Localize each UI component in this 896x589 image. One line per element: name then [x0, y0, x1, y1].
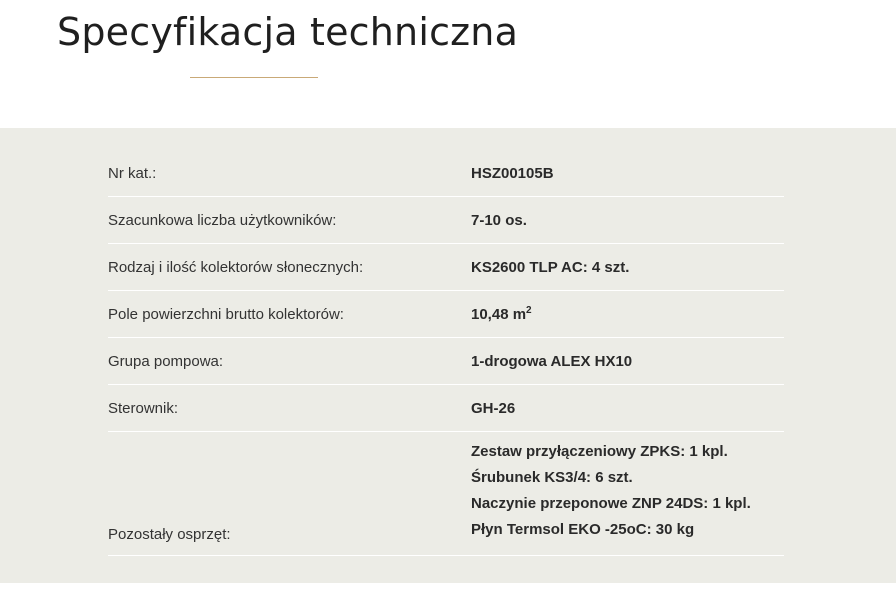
- spec-value-line: Płyn Termsol EKO -25oC: 30 kg: [471, 521, 695, 538]
- spec-row-pump-group: [108, 338, 784, 385]
- spec-value: KS2600 TLP AC: 4 szt.: [471, 258, 630, 276]
- spec-label: Rodzaj i ilość kolektorów słonecznych:: [108, 258, 364, 276]
- page-title: Specyfikacja techniczna: [57, 10, 519, 54]
- spec-label: Sterownik:: [108, 399, 179, 417]
- spec-value-line: Naczynie przeponowe ZNP 24DS: 1 kpl.: [471, 495, 751, 512]
- spec-table: [108, 150, 784, 556]
- spec-value: 7-10 os.: [471, 211, 527, 229]
- spec-row-catalog-number: [108, 150, 784, 197]
- spec-label: Szacunkowa liczba użytkowników:: [108, 211, 337, 229]
- spec-value: [471, 305, 784, 323]
- title-underline: [190, 77, 318, 78]
- spec-value-line: Śrubunek KS3/4: 6 szt.: [471, 469, 633, 486]
- spec-value-text: 10,48 m: [471, 306, 527, 323]
- spec-row-users: [108, 197, 784, 244]
- spec-label: Pozostały osprzęt:: [108, 526, 231, 543]
- spec-value-line: Zestaw przyłączeniowy ZPKS: 1 kpl.: [471, 443, 728, 460]
- spec-label: Pole powierzchni brutto kolektorów:: [108, 305, 344, 323]
- spec-value-list: [471, 439, 784, 543]
- spec-label: Grupa pompowa:: [108, 352, 224, 370]
- spec-label: Nr kat.:: [108, 164, 157, 182]
- spec-row-collectors: [108, 244, 784, 291]
- spec-row-area: [108, 291, 784, 338]
- spec-row-accessories: [108, 432, 784, 556]
- spec-value: GH-26: [471, 399, 516, 417]
- spec-value: 1-drogowa ALEX HX10: [471, 352, 633, 370]
- spec-value-superscript: 2: [526, 305, 532, 316]
- spec-value: HSZ00105B: [471, 164, 554, 182]
- spec-row-controller: [108, 385, 784, 432]
